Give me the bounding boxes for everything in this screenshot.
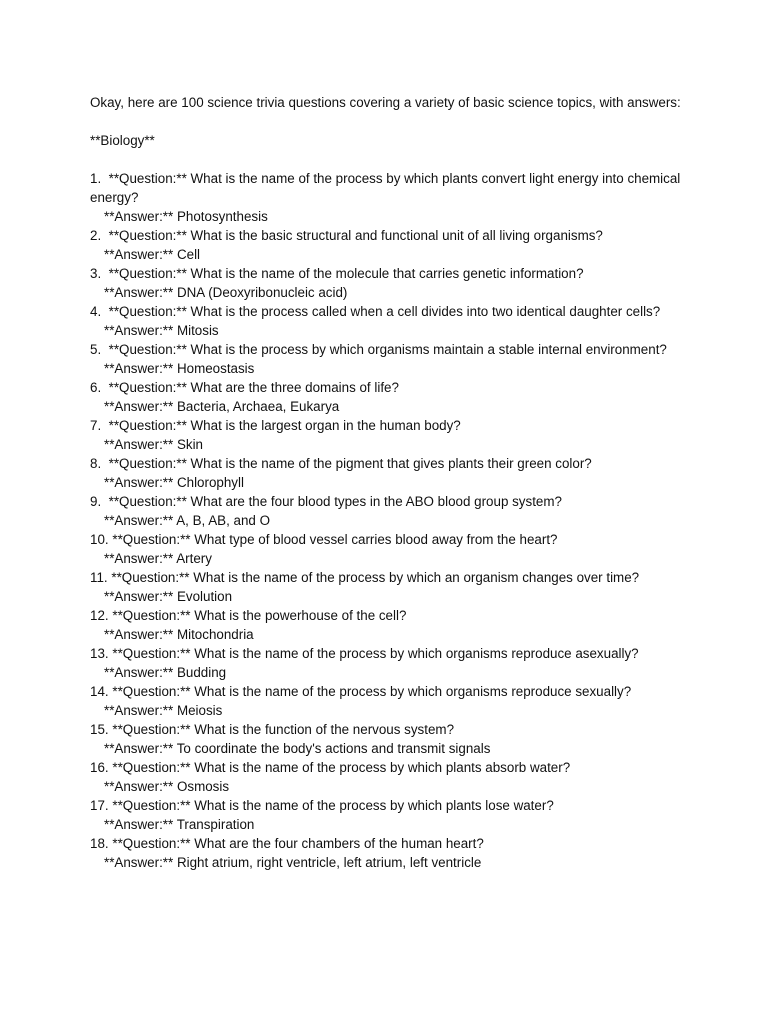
answer-item — [90, 245, 690, 264]
question-item — [90, 169, 690, 207]
question-text: What are the three domains of life? — [190, 380, 399, 395]
question-item — [90, 682, 690, 701]
answer-item — [90, 207, 690, 226]
document-page — [90, 93, 690, 872]
answer-item — [90, 663, 690, 682]
intro-paragraph: Okay, here are 100 science trivia questions covering a variety of basic science topics, with answers: — [90, 95, 681, 110]
question-prefix: **Question:** — [108, 494, 187, 509]
answer-text: Bacteria, Archaea, Eukarya — [176, 399, 340, 414]
answer-prefix: **Answer:** — [104, 285, 174, 300]
question-text: What is the basic structural and functional unit of all living organisms? — [190, 228, 603, 243]
question-number: 16. — [90, 760, 109, 775]
question-item — [90, 720, 690, 739]
answer-prefix: **Answer:** — [104, 551, 174, 566]
answer-prefix: **Answer:** — [104, 513, 174, 528]
question-number: 8. — [90, 456, 102, 471]
question-number: 3. — [90, 266, 102, 281]
question-text: What is the name of the process by which plants absorb water? — [194, 760, 571, 775]
answer-text: Mitochondria — [176, 627, 254, 642]
question-text: What is the name of the pigment that gives plants their green color? — [190, 456, 592, 471]
question-text: What is the name of the process by which plants convert light energy into chemical energy? — [90, 171, 681, 205]
spacer — [90, 112, 690, 131]
answer-text: Cell — [176, 247, 201, 262]
answer-prefix: **Answer:** — [104, 855, 174, 870]
question-text: What is the name of the process by which plants lose water? — [194, 798, 554, 813]
answer-prefix: **Answer:** — [104, 247, 174, 262]
answer-item — [90, 815, 690, 834]
question-item — [90, 340, 690, 359]
question-item — [90, 226, 690, 245]
question-prefix: **Question:** — [112, 722, 191, 737]
answer-text: Photosynthesis — [176, 209, 268, 224]
question-prefix: **Question:** — [111, 570, 190, 585]
answer-text: Skin — [176, 437, 204, 452]
question-number: 9. — [90, 494, 102, 509]
question-item — [90, 264, 690, 283]
answer-prefix: **Answer:** — [104, 665, 174, 680]
answer-text: Artery — [176, 551, 212, 566]
question-item — [90, 796, 690, 815]
question-text: What are the four blood types in the ABO blood group system? — [190, 494, 562, 509]
answer-prefix: **Answer:** — [104, 779, 174, 794]
answer-text: To coordinate the body's actions and transmit signals — [176, 741, 491, 756]
answer-item — [90, 777, 690, 796]
question-number: 18. — [90, 836, 109, 851]
question-number: 17. — [90, 798, 109, 813]
question-text: What type of blood vessel carries blood away from the heart? — [194, 532, 558, 547]
answer-prefix: **Answer:** — [104, 741, 174, 756]
question-text: What is the name of the process by which organisms reproduce sexually? — [194, 684, 632, 699]
question-item — [90, 416, 690, 435]
question-text: What is the name of the process by which an organism changes over time? — [193, 570, 640, 585]
answer-prefix: **Answer:** — [104, 589, 174, 604]
question-number: 15. — [90, 722, 109, 737]
question-prefix: **Question:** — [108, 171, 187, 186]
qa-list — [90, 169, 690, 872]
question-item — [90, 302, 690, 321]
question-text: What is the name of the molecule that carries genetic information? — [190, 266, 584, 281]
question-item — [90, 492, 690, 511]
answer-text: Transpiration — [176, 817, 255, 832]
question-prefix: **Question:** — [108, 228, 187, 243]
question-prefix: **Question:** — [112, 760, 191, 775]
answer-item — [90, 397, 690, 416]
question-text: What is the largest organ in the human body? — [190, 418, 461, 433]
answer-item — [90, 321, 690, 340]
question-prefix: **Question:** — [108, 456, 187, 471]
question-number: 10. — [90, 532, 109, 547]
answer-text: DNA (Deoxyribonucleic acid) — [176, 285, 348, 300]
answer-text: Right atrium, right ventricle, left atrium, left ventricle — [176, 855, 482, 870]
question-item — [90, 530, 690, 549]
answer-item — [90, 511, 690, 530]
answer-prefix: **Answer:** — [104, 475, 174, 490]
question-text: What is the process by which organisms maintain a stable internal environment? — [190, 342, 667, 357]
answer-text: Budding — [176, 665, 227, 680]
question-text: What is the powerhouse of the cell? — [194, 608, 407, 623]
question-number: 2. — [90, 228, 102, 243]
question-prefix: **Question:** — [112, 684, 191, 699]
answer-text: Chlorophyll — [176, 475, 244, 490]
question-text: What are the four chambers of the human heart? — [194, 836, 484, 851]
answer-prefix: **Answer:** — [104, 361, 174, 376]
question-prefix: **Question:** — [112, 608, 191, 623]
answer-text: Mitosis — [176, 323, 219, 338]
answer-prefix: **Answer:** — [104, 703, 174, 718]
question-item — [90, 568, 690, 587]
question-number: 7. — [90, 418, 102, 433]
answer-prefix: **Answer:** — [104, 209, 174, 224]
question-prefix: **Question:** — [112, 646, 191, 661]
answer-prefix: **Answer:** — [104, 627, 174, 642]
answer-prefix: **Answer:** — [104, 817, 174, 832]
question-number: 4. — [90, 304, 102, 319]
question-number: 14. — [90, 684, 109, 699]
answer-item — [90, 283, 690, 302]
answer-prefix: **Answer:** — [104, 323, 174, 338]
question-prefix: **Question:** — [112, 836, 191, 851]
answer-text: Meiosis — [176, 703, 223, 718]
question-prefix: **Question:** — [112, 532, 191, 547]
question-item — [90, 606, 690, 625]
section-heading-biology: **Biology** — [90, 133, 155, 148]
answer-text: A, B, AB, and O — [176, 513, 270, 528]
spacer — [90, 150, 690, 169]
answer-text: Homeostasis — [176, 361, 255, 376]
answer-item — [90, 435, 690, 454]
answer-item — [90, 739, 690, 758]
question-number: 11. — [90, 570, 108, 585]
question-text: What is the name of the process by which organisms reproduce asexually? — [194, 646, 639, 661]
question-prefix: **Question:** — [108, 380, 187, 395]
question-number: 1. — [90, 171, 102, 186]
question-item — [90, 644, 690, 663]
question-item — [90, 758, 690, 777]
answer-prefix: **Answer:** — [104, 399, 174, 414]
answer-text: Evolution — [176, 589, 233, 604]
question-item — [90, 454, 690, 473]
answer-item — [90, 549, 690, 568]
question-item — [90, 378, 690, 397]
question-number: 5. — [90, 342, 102, 357]
answer-prefix: **Answer:** — [104, 437, 174, 452]
question-number: 13. — [90, 646, 109, 661]
question-prefix: **Question:** — [108, 342, 187, 357]
question-prefix: **Question:** — [108, 418, 187, 433]
question-text: What is the function of the nervous system? — [194, 722, 455, 737]
question-prefix: **Question:** — [108, 304, 187, 319]
answer-text: Osmosis — [176, 779, 230, 794]
question-prefix: **Question:** — [108, 266, 187, 281]
question-number: 6. — [90, 380, 102, 395]
question-prefix: **Question:** — [112, 798, 191, 813]
answer-item — [90, 625, 690, 644]
answer-item — [90, 853, 690, 872]
answer-item — [90, 701, 690, 720]
answer-item — [90, 473, 690, 492]
answer-item — [90, 587, 690, 606]
question-text: What is the process called when a cell divides into two identical daughter cells? — [190, 304, 661, 319]
answer-item — [90, 359, 690, 378]
question-number: 12. — [90, 608, 109, 623]
question-item — [90, 834, 690, 853]
